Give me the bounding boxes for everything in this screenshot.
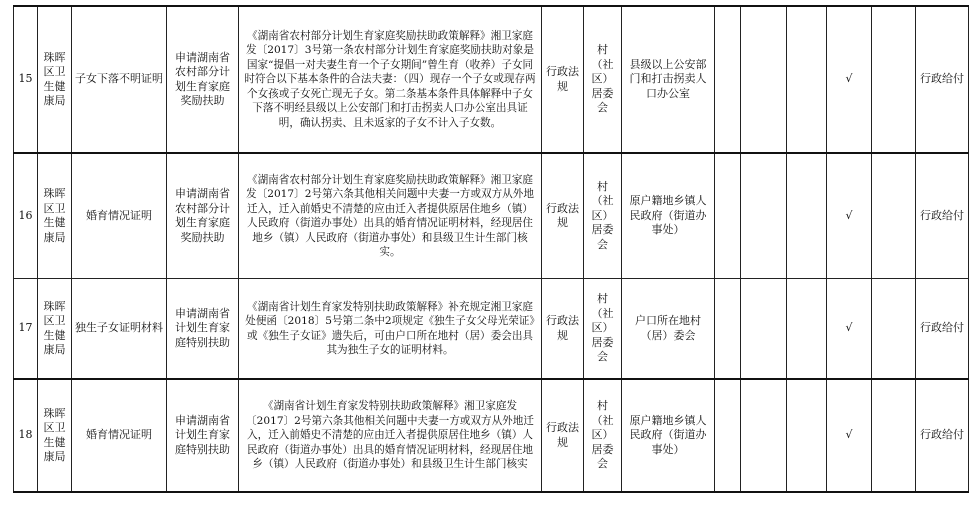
basis-type-cell: 行政法规 — [542, 6, 584, 153]
flag-cell — [741, 379, 787, 492]
department-cell: 珠晖区卫生健康局 — [38, 6, 72, 153]
basis-cell: 《湖南省农村部分计划生育家庭奖励扶助政策解释》湘卫家庭发〔2017〕2号第六条其他相关问题中夫妻一方或双方从外地迁入，迁入前婚史不清楚的应由迁入者提供原居住地乡（镇）人民政府（街道办事处）出具的婚育情况证明材料，经现居住地乡（镇）人民政府（街道办事处）和县级卫生计生部门核实。 — [239, 153, 542, 279]
checkmark-cell: √ — [827, 6, 872, 153]
flag-cell — [787, 153, 827, 279]
department-cell: 珠晖区卫生健康局 — [38, 379, 72, 492]
checkmark-cell: √ — [827, 379, 872, 492]
row-number: 17 — [14, 279, 38, 380]
service-type-cell: 行政给付 — [916, 379, 969, 492]
certificate-table — [13, 5, 969, 493]
service-type-cell: 行政给付 — [916, 6, 969, 153]
level-cell: 村（社区）居委会 — [584, 6, 622, 153]
basis-type-cell: 行政法规 — [542, 279, 584, 380]
basis-cell: 《湖南省农村部分计划生育家庭奖励扶助政策解释》湘卫家庭发〔2017〕3号第一条农村部分计划生育家庭奖励扶助对象是国家“提倡一对夫妻生育一个子女期间”曾生育（收养）子女同时符合以下基本条件的合法夫妻：（四）现存一个子女或现存两个女孩或子女死亡现无子女。第二条基本条件具体解释中子女下落不明经县级以上公安部门和打击拐卖人口办公室出具证明，确认拐卖、且未返家的子女不计入子女数。 — [239, 6, 542, 153]
certificate-name-cell: 独生子女证明材料 — [72, 279, 167, 380]
flag-cell — [715, 379, 741, 492]
matter-cell: 申请湖南省农村部分计划生育家庭奖励扶助 — [167, 153, 239, 279]
level-cell: 村（社区）居委会 — [584, 379, 622, 492]
flag-cell — [787, 6, 827, 153]
matter-cell: 申请湖南省计划生育家庭特别扶助 — [167, 379, 239, 492]
flag-cell — [741, 279, 787, 380]
level-cell: 村（社区）居委会 — [584, 279, 622, 380]
basis-type-cell: 行政法规 — [542, 153, 584, 279]
row-number: 16 — [14, 153, 38, 279]
basis-type-cell: 行政法规 — [542, 379, 584, 492]
department-cell: 珠晖区卫生健康局 — [38, 153, 72, 279]
flag-cell — [872, 379, 916, 492]
certificate-name-cell: 婚育情况证明 — [72, 379, 167, 492]
service-type-cell: 行政给付 — [916, 153, 969, 279]
basis-cell: 《湖南省计划生育家发特别扶助政策解释》湘卫家庭发〔2017〕2号第六条其他相关问题中夫妻一方或双方从外地迁入，迁入前婚史不清楚的应由迁入者提供原居住地乡（镇）人民政府（街道办事处）出具的婚育情况证明材料，经现居住地乡（镇）人民政府（街道办事处）和县级卫生计生部门核实 — [239, 379, 542, 492]
flag-cell — [715, 6, 741, 153]
flag-cell — [787, 279, 827, 380]
issuer-cell: 户口所在地村（居）委会 — [622, 279, 715, 380]
flag-cell — [715, 279, 741, 380]
flag-cell — [715, 153, 741, 279]
flag-cell — [787, 379, 827, 492]
table-row — [14, 279, 969, 380]
flag-cell — [872, 6, 916, 153]
matter-cell: 申请湖南省农村部分计划生育家庭奖励扶助 — [167, 6, 239, 153]
flag-cell — [872, 153, 916, 279]
checkmark-cell: √ — [827, 153, 872, 279]
level-cell: 村（社区）居委会 — [584, 153, 622, 279]
issuer-cell: 县级以上公安部门和打击拐卖人口办公室 — [622, 6, 715, 153]
row-number: 15 — [14, 6, 38, 153]
flag-cell — [741, 6, 787, 153]
row-number: 18 — [14, 379, 38, 492]
matter-cell: 申请湖南省计划生育家庭特别扶助 — [167, 279, 239, 380]
basis-cell: 《湖南省计划生育家发特别扶助政策解释》补充规定湘卫家庭处便函〔2018〕5号第二条中2项规定《独生子女父母光荣证》或《独生子女证》遗失后，可由户口所在地村（居）委会出具其为独生子女的证明材料。 — [239, 279, 542, 380]
certificate-name-cell: 婚育情况证明 — [72, 153, 167, 279]
table-row — [14, 153, 969, 279]
table-row — [14, 6, 969, 153]
flag-cell — [741, 153, 787, 279]
department-cell: 珠晖区卫生健康局 — [38, 279, 72, 380]
checkmark-cell: √ — [827, 279, 872, 380]
certificate-name-cell: 子女下落不明证明 — [72, 6, 167, 153]
service-type-cell: 行政给付 — [916, 279, 969, 380]
issuer-cell: 原户籍地乡镇人民政府（街道办事处） — [622, 379, 715, 492]
flag-cell — [872, 279, 916, 380]
table-row — [14, 379, 969, 492]
issuer-cell: 原户籍地乡镇人民政府（街道办事处） — [622, 153, 715, 279]
